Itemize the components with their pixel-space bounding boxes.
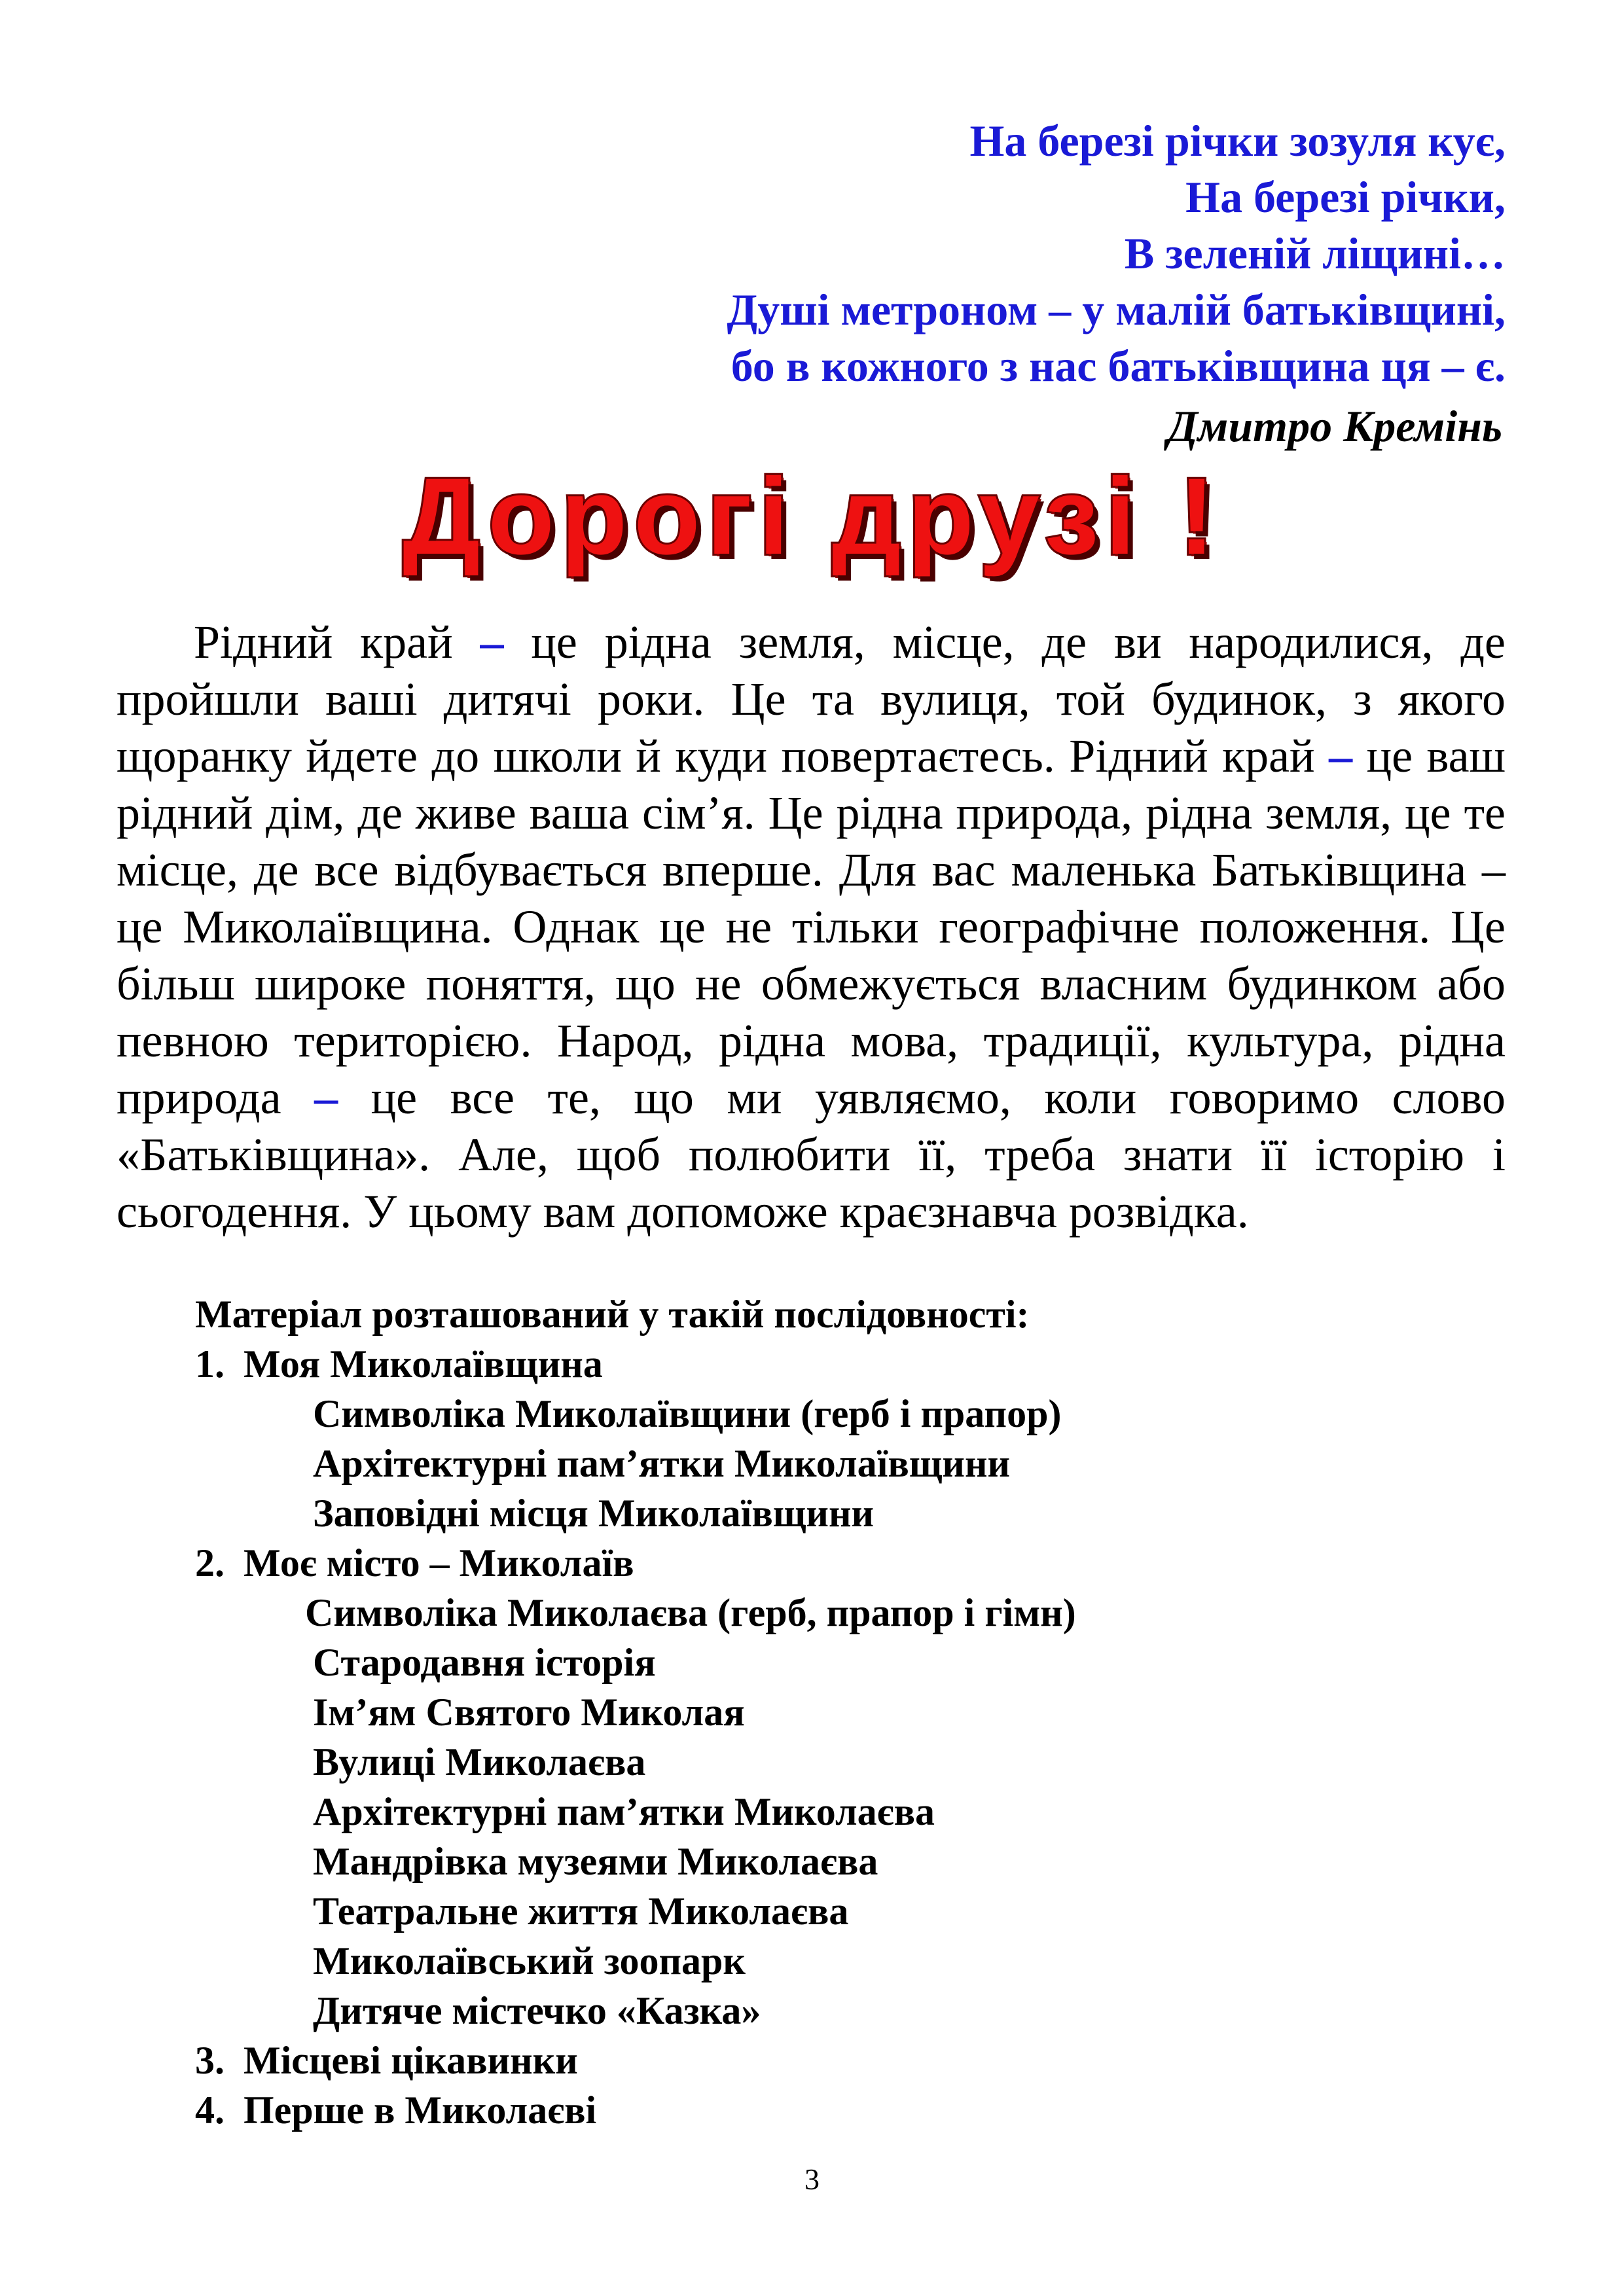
toc-item: Символіка Миколаївщини (герб і прапор) <box>313 1392 1062 1435</box>
epigraph-line: На березі річки зозуля кує, <box>969 116 1506 166</box>
intro-text: це ваш рідний дім, де живе ваша сім’я. Це рідна природа, рідна земля, це те місце, де все відбувається вперше. Для вас маленька Батьківщина – це Миколаївщина. Однак це не тільки географічне положення. Це більш широке поняття, що не обмежується власним будинком або певною територією. Народ, рідна мова, традиції, культура, рідна природа <box>117 730 1506 1124</box>
toc-item: Заповідні місця Миколаївщини <box>313 1492 875 1535</box>
epigraph-line: На березі річки, <box>1185 172 1506 222</box>
epigraph-line: В зеленій ліщині… <box>1124 228 1506 278</box>
epigraph-author: Дмитро Кремінь <box>1167 401 1502 451</box>
intro-dash: – <box>480 616 504 668</box>
epigraph-line: бо в кожного з нас батьківщина ця – є. <box>731 341 1506 391</box>
toc-item: Архітектурні пам’ятки Миколаївщини <box>313 1442 1011 1485</box>
toc-item: Вулиці Миколаєва <box>313 1740 646 1784</box>
intro-text: це все те, що ми уявляємо, коли говоримо слово «Батьківщина». Але, щоб полюбити її, треба знати її історію і сьогодення. У цьому вам допоможе краєзнавча розвідка. <box>117 1071 1506 1238</box>
toc-item: Ім’ям Святого Миколая <box>313 1691 745 1734</box>
toc-section <box>195 1339 1504 1389</box>
toc-section <box>195 1538 1504 1588</box>
toc-section-number: 4. <box>195 2089 225 2132</box>
toc-item: Архітектурні пам’ятки Миколаєва <box>313 1790 935 1833</box>
toc-section-title: Місцеві цікавинки <box>244 2039 578 2082</box>
intro-paragraph <box>117 614 1506 1240</box>
toc-item: Дитяче містечко «Казка» <box>313 1989 761 2032</box>
toc-section <box>195 2085 1504 2135</box>
toc-item: Символіка Миколаєва (герб, прапор і гімн) <box>305 1591 1076 1634</box>
toc-section-title: Перше в Миколаєві <box>244 2089 597 2132</box>
page-number: 3 <box>804 2162 820 2196</box>
epigraph-line: Душі метроном – у малій батьківщині, <box>727 285 1506 334</box>
toc-item: Стародавня історія <box>313 1641 656 1684</box>
toc-section <box>195 2036 1504 2085</box>
intro-text: Рідний край <box>194 616 480 668</box>
toc-item: Театральне життя Миколаєва <box>313 1890 849 1933</box>
toc-section-number: 1. <box>195 1342 225 1386</box>
intro-dash: – <box>1329 730 1353 782</box>
epigraph <box>589 113 1506 394</box>
toc-item: Мандрівка музеями Миколаєва <box>313 1840 878 1883</box>
intro-text: це рідна земля, місце, де ви народилися, де пройшли ваші дитячі роки. Це та вулиця, той будинок, з якого щоранку йдете до школи й куди повертаєтесь. Рідний край <box>117 616 1506 782</box>
toc-intro: Матеріал розташований у такій послідовності: <box>195 1293 1030 1336</box>
toc-section-title: Моє місто – Миколаїв <box>244 1541 634 1585</box>
intro-dash: – <box>314 1071 338 1124</box>
page-heading: Дорогі друзі ! <box>403 456 1221 577</box>
toc-section-number: 3. <box>195 2039 225 2082</box>
toc-section-number: 2. <box>195 1541 225 1585</box>
table-of-contents <box>195 1289 1504 2135</box>
toc-item: Миколаївський зоопарк <box>313 1939 746 1982</box>
toc-section-title: Моя Миколаївщина <box>244 1342 603 1386</box>
